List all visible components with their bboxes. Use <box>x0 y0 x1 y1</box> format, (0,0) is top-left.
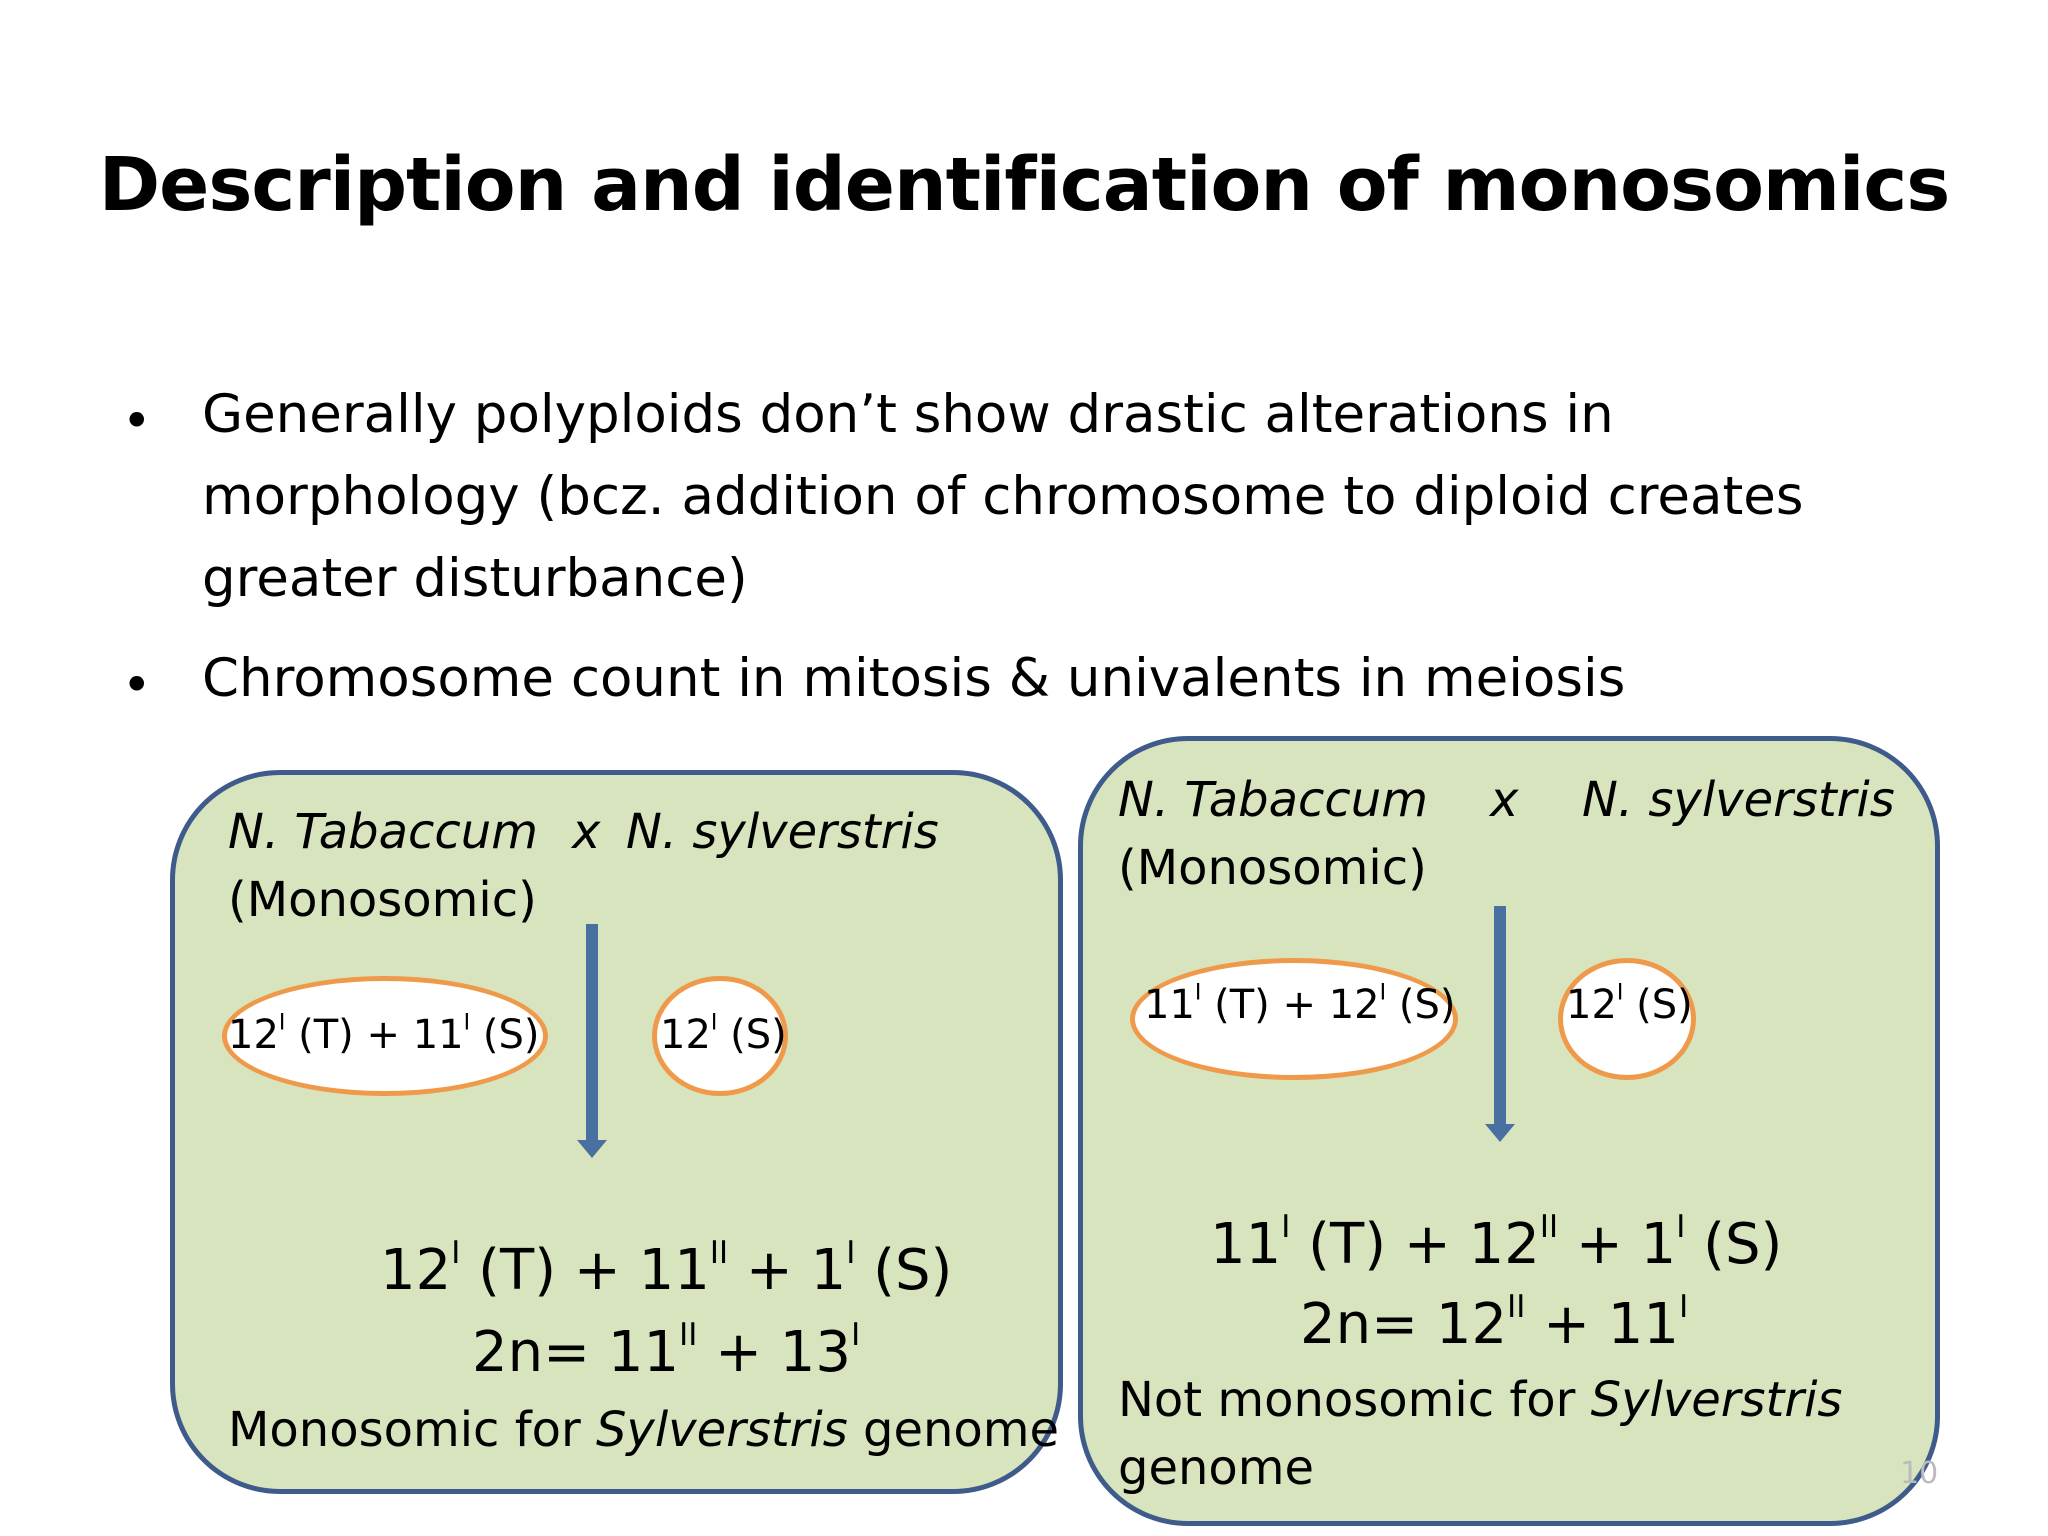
bullet-marker-1: • <box>122 392 152 450</box>
left-result-line2: $2n= 11^{II} + 13^I$ <box>472 1316 861 1385</box>
left-parent1-note: (Monosomic) <box>228 872 537 928</box>
right-cross-symbol: x <box>1490 772 1519 828</box>
page-number: 10 <box>1900 1456 1939 1491</box>
left-cross-symbol: x <box>572 804 601 860</box>
right-result-line1: $11^I$ $(T) + 12^{II} + 1^I$ (S) <box>1210 1208 1783 1277</box>
right-conclusion-line2: genome <box>1118 1440 1315 1496</box>
left-gamete2-label: $12^I$ (S) <box>660 1010 787 1058</box>
left-result-line1: $12^I$ $(T) + 11^{II} + 1^I$ (S) <box>380 1234 953 1303</box>
right-arrow-shaft <box>1494 906 1506 1124</box>
right-result-line2: $2n= 12^{II} + 11^I$ <box>1300 1288 1689 1357</box>
right-parent1-note: (Monosomic) <box>1118 840 1427 896</box>
slide-title: Description and identification of monosomics <box>98 142 1950 228</box>
left-arrow-shaft <box>586 924 598 1140</box>
right-parent2: N. sylverstris <box>1582 772 1895 828</box>
right-gamete2-label: $12^I$ (S) <box>1566 980 1693 1028</box>
left-conclusion: Monosomic for Sylverstris genome <box>228 1402 1060 1458</box>
left-arrow-head <box>577 1140 607 1158</box>
right-parent1: N. Tabaccum <box>1118 772 1428 828</box>
right-conclusion: Not monosomic for Sylverstris <box>1118 1372 1843 1428</box>
bullet-1: Generally polyploids don’t show drastic alterations in morphology (bcz. addition of chromosome to diploid creates greater disturbance) <box>202 384 1804 609</box>
right-gamete1-label: $11^I$ $(T) + 12^I$ (S) <box>1144 980 1456 1028</box>
bullet-2: Chromosome count in mitosis & univalents in meiosis <box>202 648 1626 709</box>
left-gamete1-label: $12^I$ $(T) + 11^I$ (S) <box>228 1010 540 1058</box>
left-parent2: N. sylverstris <box>626 804 939 860</box>
right-arrow-head <box>1485 1124 1515 1142</box>
bullet-marker-2: • <box>122 656 152 714</box>
left-parent1: N. Tabaccum <box>228 804 538 860</box>
